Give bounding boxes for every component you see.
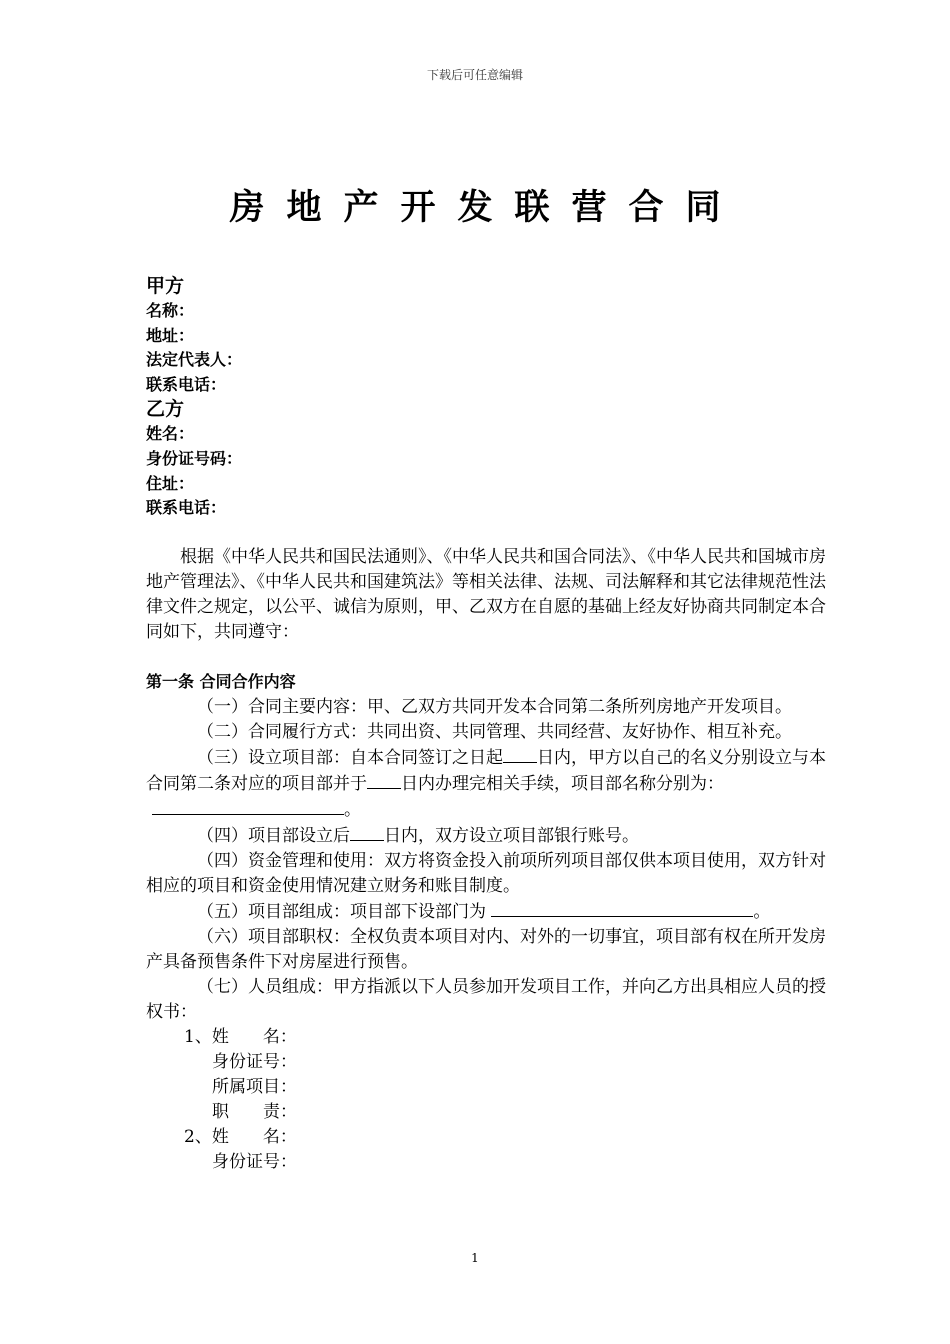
clause-1: （一）合同主要内容：甲、乙双方共同开发本合同第二条所列房地产开发项目。 bbox=[197, 697, 792, 717]
clause-3-text-d: 。 bbox=[344, 800, 361, 820]
article-1-heading: 第一条 合同合作内容 bbox=[146, 672, 296, 691]
party-b-phone-field: 联系电话： bbox=[146, 498, 227, 518]
page-number: 1 bbox=[471, 1251, 479, 1265]
party-b-id-field: 身份证号码： bbox=[146, 448, 243, 468]
person-2-name: 2、姓 名： bbox=[184, 1127, 297, 1147]
days-blank-3[interactable] bbox=[350, 823, 384, 841]
clause-5: （四）资金管理和使用：双方将资金投入前项所列项目部仅供本项目使用，双方针对相应的项目和资金使用情况建立财务和账目制度。 bbox=[146, 851, 826, 896]
person-1-name: 1、姓 名： bbox=[184, 1027, 297, 1047]
clause-6 bbox=[146, 899, 826, 925]
party-a-name-field: 名称： bbox=[146, 301, 195, 320]
days-blank-1[interactable] bbox=[503, 745, 537, 763]
contract-body bbox=[146, 545, 826, 1175]
party-a-legal-rep-field: 法定代表人： bbox=[146, 350, 243, 370]
preamble-paragraph: 根据《中华人民共和国民法通则》、《中华人民共和国合同法》、《中华人民共和国城市房地产管理法》、《中华人民共和国建筑法》等相关法律、法规、司法解释和其它法律规范性法律文件之规定，以公平、诚信为原则，甲、乙双方在自愿的基础上经友好协商共同制定本合同如下，共同遵守： bbox=[146, 547, 826, 642]
departments-blank[interactable] bbox=[491, 899, 753, 917]
party-b-name-field: 姓名： bbox=[146, 424, 195, 444]
party-b-address-field: 住址： bbox=[146, 473, 195, 493]
parties-section bbox=[146, 274, 826, 521]
party-a-phone-field: 联系电话： bbox=[146, 374, 227, 394]
clause-3 bbox=[146, 745, 826, 823]
person-1-id: 身份证号： bbox=[212, 1052, 297, 1072]
party-a-address-field: 地址： bbox=[146, 325, 195, 345]
clause-6-text-b: 。 bbox=[753, 902, 771, 922]
project-name-blank[interactable] bbox=[152, 797, 344, 815]
person-1-duty: 职 责： bbox=[212, 1102, 297, 1122]
party-b-heading: 乙方 bbox=[146, 398, 185, 421]
clause-6-text-a: （五）项目部组成：项目部下设部门为 bbox=[197, 902, 492, 922]
person-1-project: 所属项目： bbox=[212, 1077, 297, 1097]
header-note: 下载后可任意编辑 bbox=[426, 68, 523, 82]
person-2-id: 身份证号： bbox=[212, 1152, 297, 1172]
clause-3-text-b: 日内，甲方以自己的名义分别设立与本合同第二条对应的项目部并于 bbox=[146, 748, 826, 794]
clause-4-text-b: 日内，双方设立项目部银行账号。 bbox=[384, 826, 639, 846]
clause-3-text-a: （三）设立项目部：自本合同签订之日起 bbox=[197, 748, 503, 768]
clause-8: （七）人员组成：甲方指派以下人员参加开发项目工作，并向乙方出具相应人员的授权书： bbox=[146, 977, 826, 1022]
days-blank-2[interactable] bbox=[367, 771, 401, 789]
clause-4-text-a: （四）项目部设立后 bbox=[197, 826, 350, 846]
clause-4 bbox=[146, 823, 826, 849]
clause-3-text-c: 日内办理完相关手续，项目部名称分别为： bbox=[401, 774, 724, 794]
party-a-heading: 甲方 bbox=[146, 275, 185, 297]
clause-7: （六）项目部职权：全权负责本项目对内、对外的一切事宜，项目部有权在所开发房产具备预售条件下对房屋进行预售。 bbox=[146, 927, 826, 972]
contract-title: 房地产开发联营合同 bbox=[229, 187, 743, 228]
clause-2: （二）合同履行方式：共同出资、共同管理、共同经营、友好协作、相互补充。 bbox=[197, 722, 792, 742]
